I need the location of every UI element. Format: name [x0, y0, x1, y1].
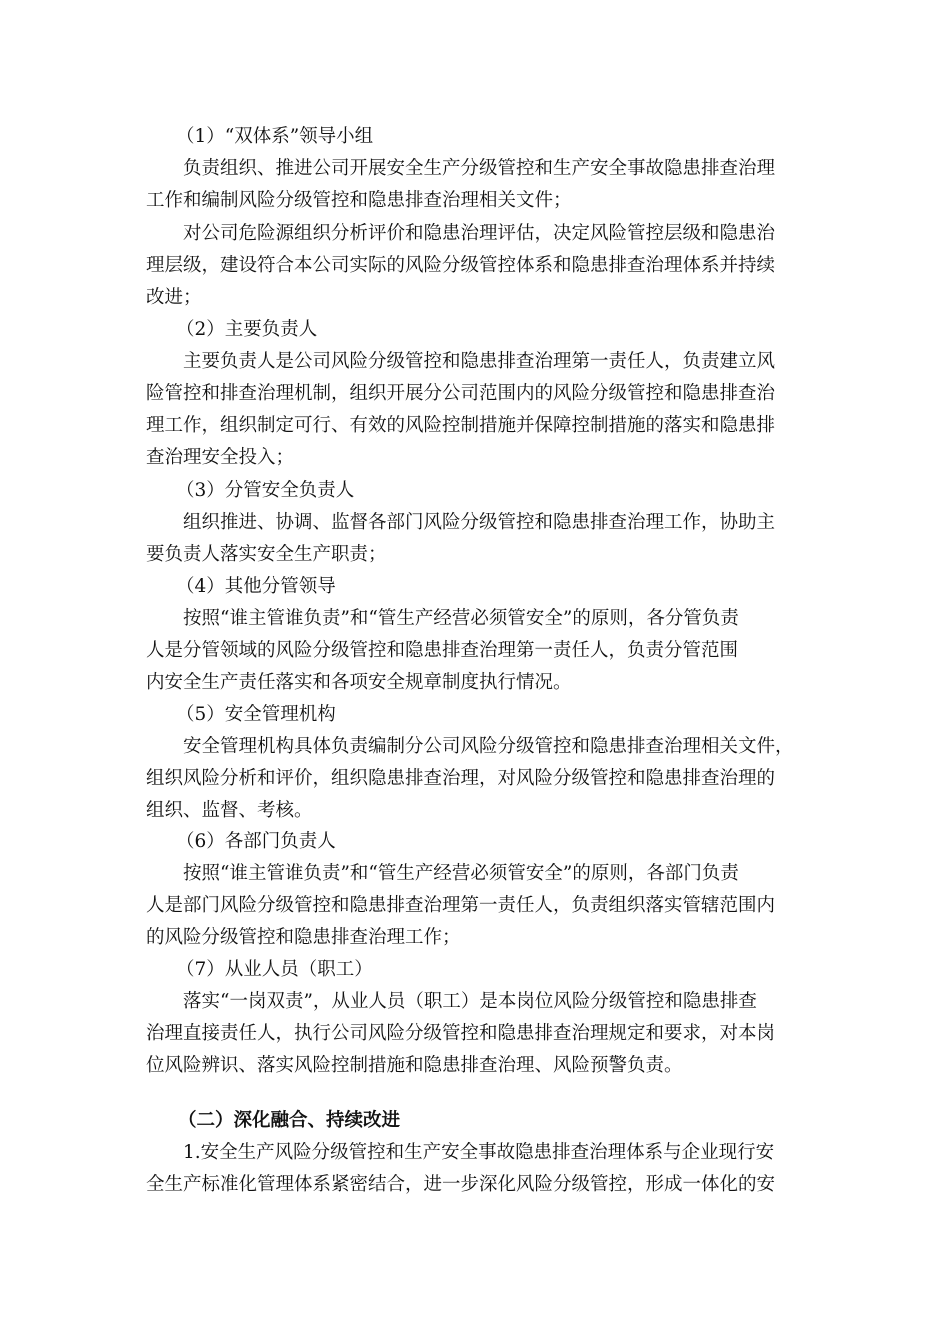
paragraph-line: 按照“谁主管谁负责”和“管生产经营必须管安全”的原则，各分管负责: [183, 608, 739, 629]
subsection-heading: （7）从业人员（职工）: [176, 959, 373, 980]
paragraph-line: 理层级，建设符合本公司实际的风险分级管控体系和隐患排查治理体系并持续: [146, 255, 776, 276]
paragraph-line: 负责组织、推进公司开展安全生产分级管控和生产安全事故隐患排查治理: [183, 158, 776, 179]
paragraph-line: 险管控和排查治理机制，组织开展分公司范围内的风险分级管控和隐患排查治: [146, 383, 776, 404]
section-heading: （二）深化融合、持续改进: [178, 1110, 401, 1131]
paragraph-line: 要负责人落实安全生产职责；: [146, 544, 387, 565]
paragraph-line: 改进；: [146, 287, 202, 308]
paragraph-line: 组织风险分析和评价，组织隐患排查治理，对风险分级管控和隐患排查治理的: [146, 768, 776, 789]
subsection-heading: （4）其他分管领导: [176, 576, 336, 597]
paragraph-line: 组织、监督、考核。: [146, 800, 313, 821]
paragraph-line: 的风险分级管控和隐患排查治理工作；: [146, 927, 461, 948]
paragraph-line: 安全管理机构具体负责编制分公司风险分级管控和隐患排查治理相关文件，: [183, 736, 794, 757]
paragraph-line: 理工作，组织制定可行、有效的风险控制措施并保障控制措施的落实和隐患排: [146, 415, 776, 436]
paragraph-line: 主要负责人是公司风险分级管控和隐患排查治理第一责任人，负责建立风: [183, 351, 776, 372]
paragraph-line: 组织推进、协调、监督各部门风险分级管控和隐患排查治理工作，协助主: [183, 512, 776, 533]
paragraph-line: 工作和编制风险分级管控和隐患排查治理相关文件；: [146, 190, 572, 211]
paragraph-line: 治理直接责任人，执行公司风险分级管控和隐患排查治理规定和要求，对本岗: [146, 1023, 776, 1044]
subsection-heading: （3）分管安全负责人: [176, 480, 355, 501]
paragraph-line: 按照“谁主管谁负责”和“管生产经营必须管安全”的原则，各部门负责: [183, 863, 739, 884]
paragraph-line: 人是部门风险分级管控和隐患排查治理第一责任人，负责组织落实管辖范围内: [146, 895, 776, 916]
paragraph-line: 查治理安全投入；: [146, 447, 295, 468]
paragraph-line: 1.安全生产风险分级管控和生产安全事故隐患排查治理体系与企业现行安: [183, 1142, 775, 1163]
subsection-heading: （6）各部门负责人: [176, 831, 336, 852]
subsection-heading: （2）主要负责人: [176, 319, 318, 340]
subsection-heading: （5）安全管理机构: [176, 704, 336, 725]
paragraph-line: 对公司危险源组织分析评价和隐患治理评估，决定风险管控层级和隐患治: [183, 223, 776, 244]
paragraph-line: 全生产标准化管理体系紧密结合，进一步深化风险分级管控，形成一体化的安: [146, 1174, 776, 1195]
paragraph-line: 位风险辨识、落实风险控制措施和隐患排查治理、风险预警负责。: [146, 1055, 683, 1076]
subsection-heading: （1）“双体系”领导小组: [176, 126, 374, 147]
paragraph-line: 内安全生产责任落实和各项安全规章制度执行情况。: [146, 672, 572, 693]
paragraph-line: 人是分管领域的风险分级管控和隐患排查治理第一责任人，负责分管范围: [146, 640, 739, 661]
paragraph-line: 落实“一岗双责”，从业人员（职工）是本岗位风险分级管控和隐患排查: [183, 991, 757, 1012]
